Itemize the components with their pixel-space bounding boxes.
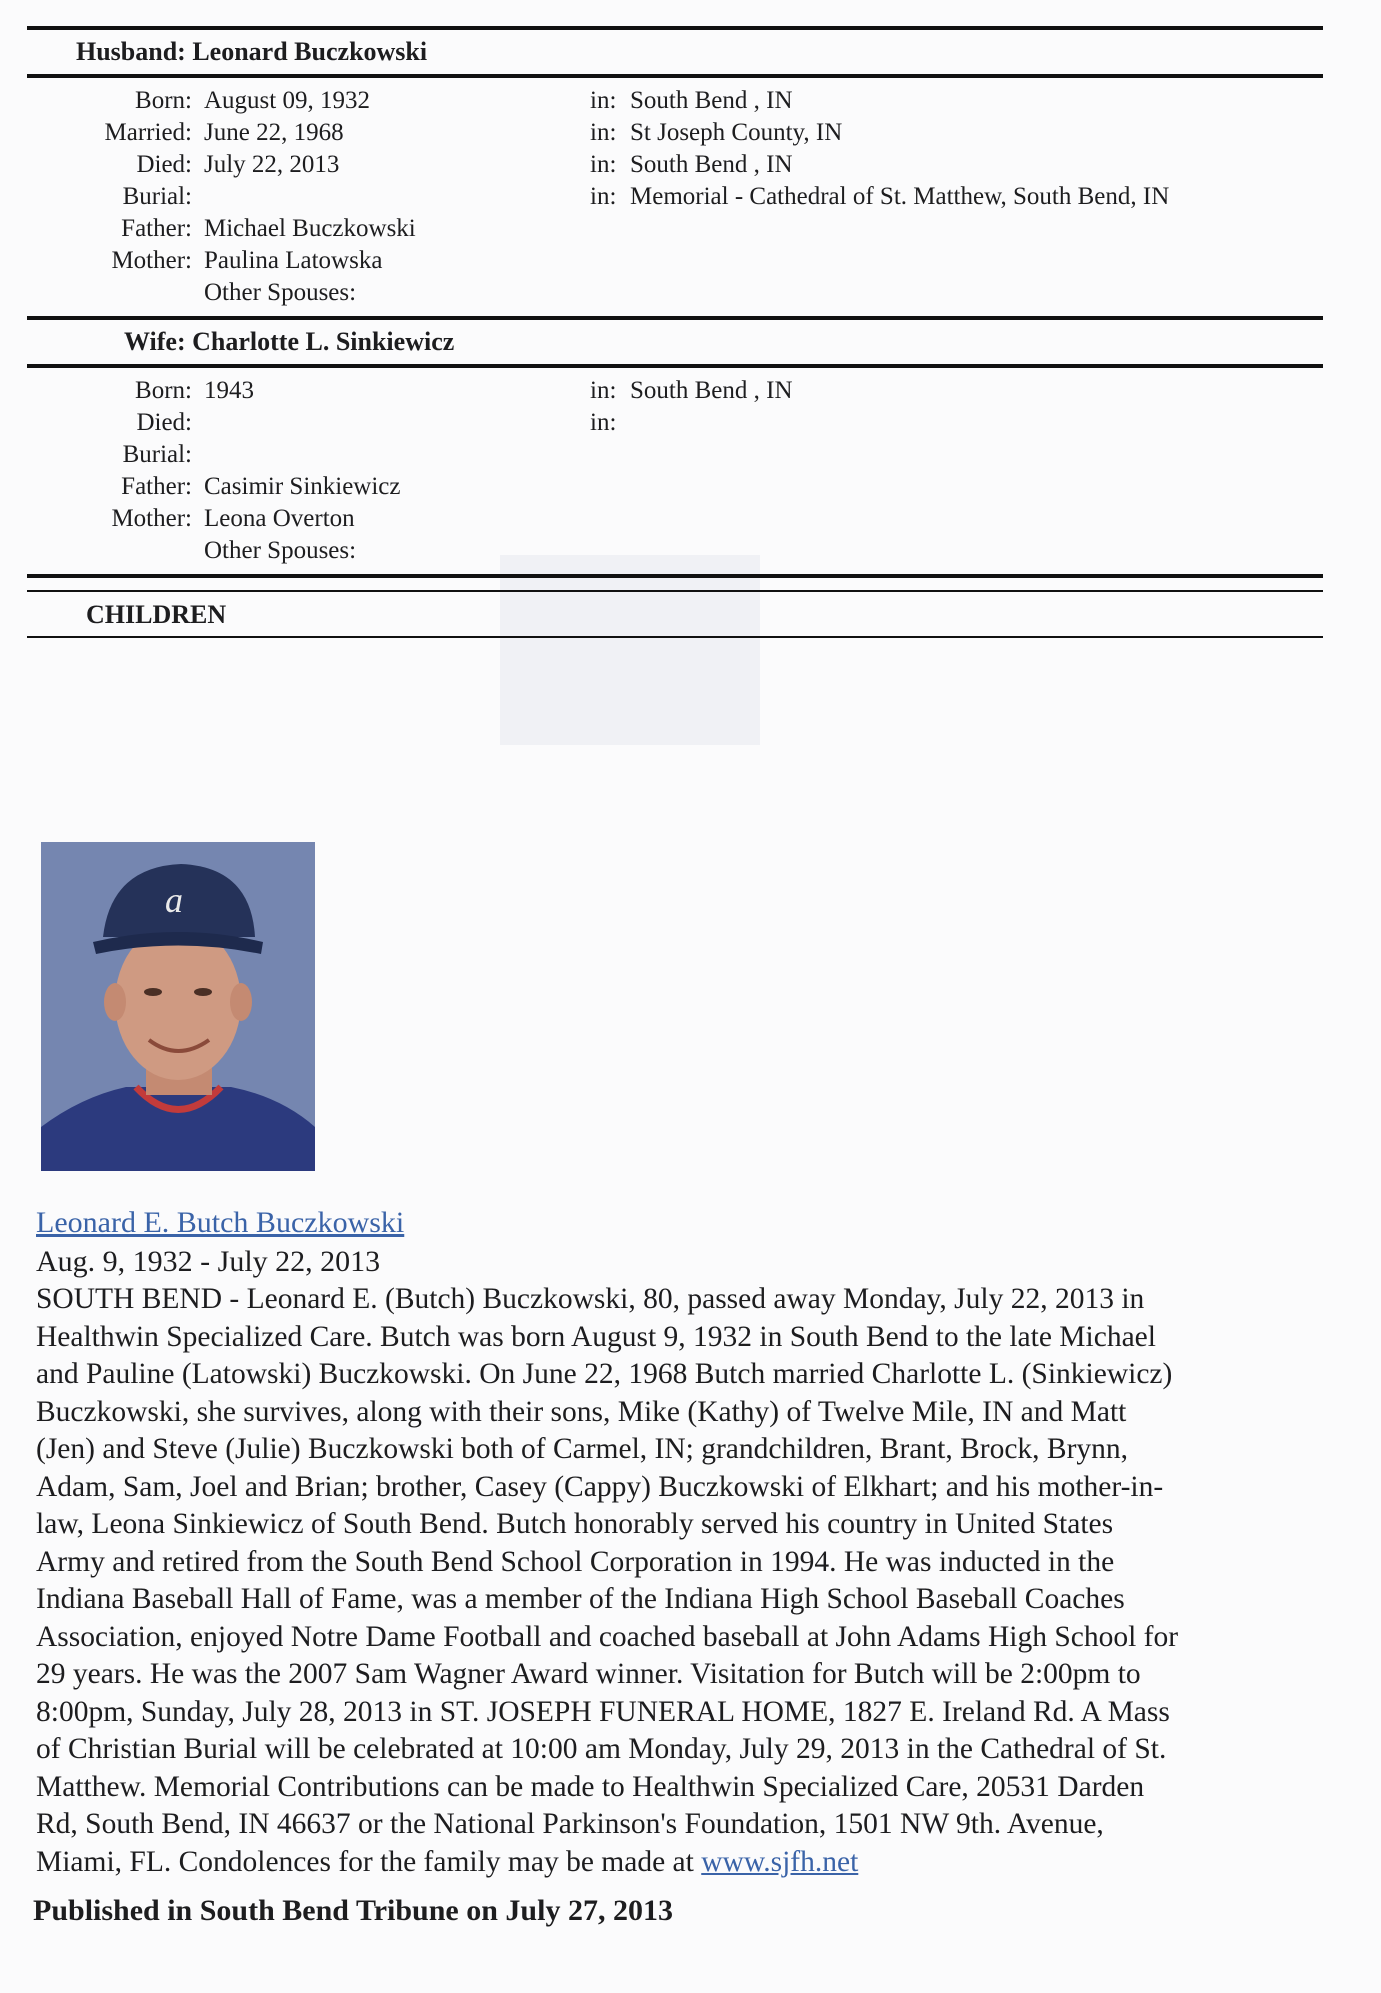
in-label: in: (590, 87, 617, 114)
children-top-rule (27, 574, 1323, 578)
obituary-line: Army and retired from the South Bend School Corporation in 1994. He was inducted in the (36, 1545, 1115, 1578)
in-label: in: (590, 183, 617, 210)
obituary-line: 8:00pm, Sunday, July 28, 2013 in ST. JOSEPH FUNERAL HOME, 1827 E. Ireland Rd. A Mass (36, 1695, 1170, 1728)
in-label: in: (590, 409, 617, 436)
scan-smudge (500, 555, 760, 745)
husband-died-value: July 22, 2013 (204, 151, 340, 178)
in-label: in: (590, 151, 617, 178)
husband-rule (27, 74, 1323, 78)
published-note: Published in South Bend Tribune on July 27, 2013 (33, 1894, 673, 1927)
obituary-line: Rd, South Bend, IN 46637 or the National Parkinson's Foundation, 1501 NW 9th. Avenue, (36, 1808, 1104, 1840)
obituary-line: Association, enjoyed Notre Dame Football and coached baseball at John Adams High School for (36, 1620, 1179, 1653)
husband-burial-place: Memorial - Cathedral of St. Matthew, South Bend, IN (630, 183, 1170, 210)
wife-mother-label: Mother: (111, 505, 192, 532)
portrait-image (41, 842, 315, 1171)
obituary-line: Indiana Baseball Hall of Fame, was a member of the Indiana High School Baseball Coaches (36, 1583, 1125, 1615)
obituary-name-link[interactable]: Leonard E. Butch Buczkowski (36, 1206, 405, 1239)
obituary-line: 29 years. He was the 2007 Sam Wagner Award winner. Visitation for Butch will be 2:00pm to (36, 1658, 1141, 1690)
husband-mother-value: Paulina Latowska (204, 247, 383, 274)
husband-married-label: Married: (104, 119, 192, 146)
obituary-last-line (36, 1844, 1341, 1882)
obituary-body (36, 1281, 1341, 1881)
wife-rule (27, 364, 1323, 368)
husband-father-value: Michael Buczkowski (204, 215, 416, 242)
obituary-line: (Jen) and Steve (Julie) Buczkowski both of Carmel, IN; grandchildren, Brant, Brock, Brynn, (36, 1433, 1129, 1465)
wife-died-label: Died: (136, 409, 192, 436)
husband-born-value: August 09, 1932 (204, 87, 370, 114)
obituary-line: and Pauline (Latowski) Buczkowski. On June 22, 1968 Butch married Charlotte L. (Sinkiewicz) (36, 1358, 1173, 1390)
husband-label: Husband: (76, 37, 186, 66)
obituary-line: law, Leona Sinkiewicz of South Bend. Butch honorably served his country in United States (36, 1508, 1114, 1540)
wife-burial-label: Burial: (122, 441, 192, 468)
husband-married-place: St Joseph County, IN (630, 119, 843, 146)
in-label: in: (590, 377, 617, 404)
wife-heading (124, 327, 454, 357)
husband-born-place: South Bend , IN (630, 87, 793, 114)
wife-born-value: 1943 (204, 377, 254, 404)
husband-born-label: Born: (135, 87, 192, 114)
wife-born-label: Born: (135, 377, 192, 404)
wife-mother-value: Leona Overton (204, 505, 355, 532)
husband-heading (76, 37, 427, 67)
wife-other-spouses-label: Other Spouses: (204, 537, 357, 564)
husband-burial-label: Burial: (122, 183, 192, 210)
wife-father-value: Casimir Sinkiewicz (204, 473, 401, 500)
top-rule (27, 26, 1323, 30)
wife-born-place: South Bend , IN (630, 377, 793, 404)
husband-father-label: Father: (121, 215, 192, 242)
wife-name: Charlotte L. Sinkiewicz (192, 327, 455, 356)
in-label: in: (590, 119, 617, 146)
children-heading: CHILDREN (86, 600, 227, 629)
children-bottom-rule (27, 636, 1323, 638)
obituary-line: Adam, Sam, Joel and Brian; brother, Casey (Cappy) Buczkowski of Elkhart; and his mother-in- (36, 1470, 1164, 1503)
website-link[interactable]: www.sjfh.net (701, 1845, 859, 1878)
obituary-line: of Christian Burial will be celebrated at 10:00 am Monday, July 29, 2013 in the Cathedral of St. (36, 1733, 1167, 1765)
husband-mother-label: Mother: (111, 247, 192, 274)
obituary-line: Buczkowski, she survives, along with their sons, Mike (Kathy) of Twelve Mile, IN and Matt (36, 1395, 1127, 1428)
husband-died-place: South Bend , IN (630, 151, 793, 178)
obituary-line: Matthew. Memorial Contributions can be made to Healthwin Specialized Care, 20531 Darden (36, 1770, 1145, 1803)
husband-died-label: Died: (136, 151, 192, 178)
husband-other-spouses-label: Other Spouses: (204, 279, 357, 306)
obituary-dates: Aug. 9, 1932 - July 22, 2013 (36, 1245, 381, 1278)
husband-name: Leonard Buczkowski (192, 37, 428, 66)
condolences-text: Miami, FL. Condolences for the family may be made at (36, 1845, 702, 1878)
obituary-line: Healthwin Specialized Care. Butch was born August 9, 1932 in South Bend to the late Michael (36, 1320, 1156, 1353)
children-second-rule (27, 590, 1323, 592)
husband-married-value: June 22, 1968 (204, 119, 344, 146)
obituary-line: SOUTH BEND - Leonard E. (Butch) Buczkowski, 80, passed away Monday, July 22, 2013 in (36, 1283, 1145, 1315)
wife-top-rule (27, 316, 1323, 320)
wife-label: Wife: (124, 327, 186, 356)
obituary-photo (41, 842, 315, 1171)
svg-text:a: a (165, 880, 183, 920)
wife-father-label: Father: (121, 473, 192, 500)
